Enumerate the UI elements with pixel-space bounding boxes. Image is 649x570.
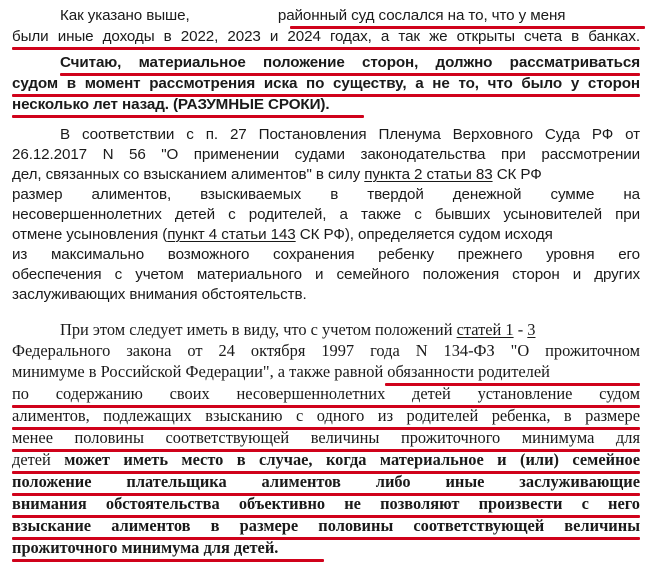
- p4-line-6: менее половины соответствующей величины прожиточного минимума для: [12, 428, 640, 447]
- p2-line-1: Считаю, материальное положение сторон, должно рассматриваться: [60, 54, 640, 71]
- p4-line-7: детей может иметь место в случае, когда материальное и (или) семейное: [12, 450, 640, 469]
- p4-l3-highlight: равной обязанности родителей: [334, 362, 550, 381]
- p4-line-9: внимания обстоятельства объективно не позволяют произвести с него: [12, 494, 640, 513]
- p3-line-5: несовершеннолетних детей с родителей, а также с бывших усыновителей при: [12, 206, 640, 223]
- p4-line-3: минимуме в Российской Федерации", а также равной обязанности родителей: [12, 362, 550, 381]
- red-underline: [12, 47, 640, 50]
- p4-line-5: алиментов, подлежащих взысканию с одного из родителей ребенка, в размере: [12, 406, 640, 425]
- p3-line-6: отмене усыновления (пункт 4 статьи 143 СК РФ), определяется судом исходя: [12, 226, 553, 243]
- p2-line-3: несколько лет назад. (РАЗУМНЫЕ СРОКИ).: [12, 96, 330, 113]
- p1-line-2: были иные доходы в 2022, 2023 и 2024 годах, а так же открыты счета в банках.: [12, 28, 640, 45]
- p3-line-2: 26.12.2017 N 56 "О применении судами законодательства при рассмотрении: [12, 146, 640, 163]
- link-punkt-4-stati-143[interactable]: пункт 4 статьи 143: [167, 226, 296, 243]
- p3-line-4: размер алиментов, взыскиваемых в твердой денежной сумме на: [12, 186, 640, 203]
- p1-l1-a: Как указано выше,: [60, 7, 190, 24]
- link-statei-1[interactable]: статей 1: [456, 320, 514, 339]
- link-statei-3[interactable]: 3: [527, 320, 536, 339]
- red-underline: [12, 115, 364, 118]
- p2-line-2: судом в момент рассмотрения иска по существу, а не то, что было у сторон: [12, 75, 640, 92]
- p1-l1-b: районный суд сослался на то, что у меня: [277, 7, 566, 24]
- p3-line-1: В соответствии с п. 27 Постановления Пленума Верховного Суда РФ от: [60, 126, 640, 143]
- p1-line-1: [12, 6, 640, 26]
- p4-line-1: При этом следует иметь в виду, что с учетом положений статей 1 - 3: [60, 320, 536, 339]
- p4-line-4: по содержанию своих несовершеннолетних детей установление судом: [12, 384, 640, 403]
- red-underline: [12, 559, 324, 562]
- link-punkt-2-stati-83[interactable]: пункта 2 статьи 83: [364, 166, 493, 183]
- p3-line-7: из максимально возможного сохранения ребенку прежнего уровня его: [12, 246, 640, 263]
- p4-line-2: Федерального закона от 24 октября 1997 года N 134-ФЗ "О прожиточном: [12, 341, 640, 360]
- p4-line-11: прожиточного минимума для детей.: [12, 538, 279, 557]
- p3-line-9: заслуживающих внимания обстоятельств.: [12, 286, 307, 303]
- p4-line-10: взыскание алиментов в размере половины соответствующей величины: [12, 516, 640, 535]
- p3-line-8: обеспечения с учетом материального и семейного положения сторон и других: [12, 266, 640, 283]
- p3-line-3: дел, связанных со взысканием алиментов" в силу пункта 2 статьи 83 СК РФ: [12, 166, 542, 183]
- p4-line-8: положение плательщика алиментов либо иные заслуживающие: [12, 472, 640, 491]
